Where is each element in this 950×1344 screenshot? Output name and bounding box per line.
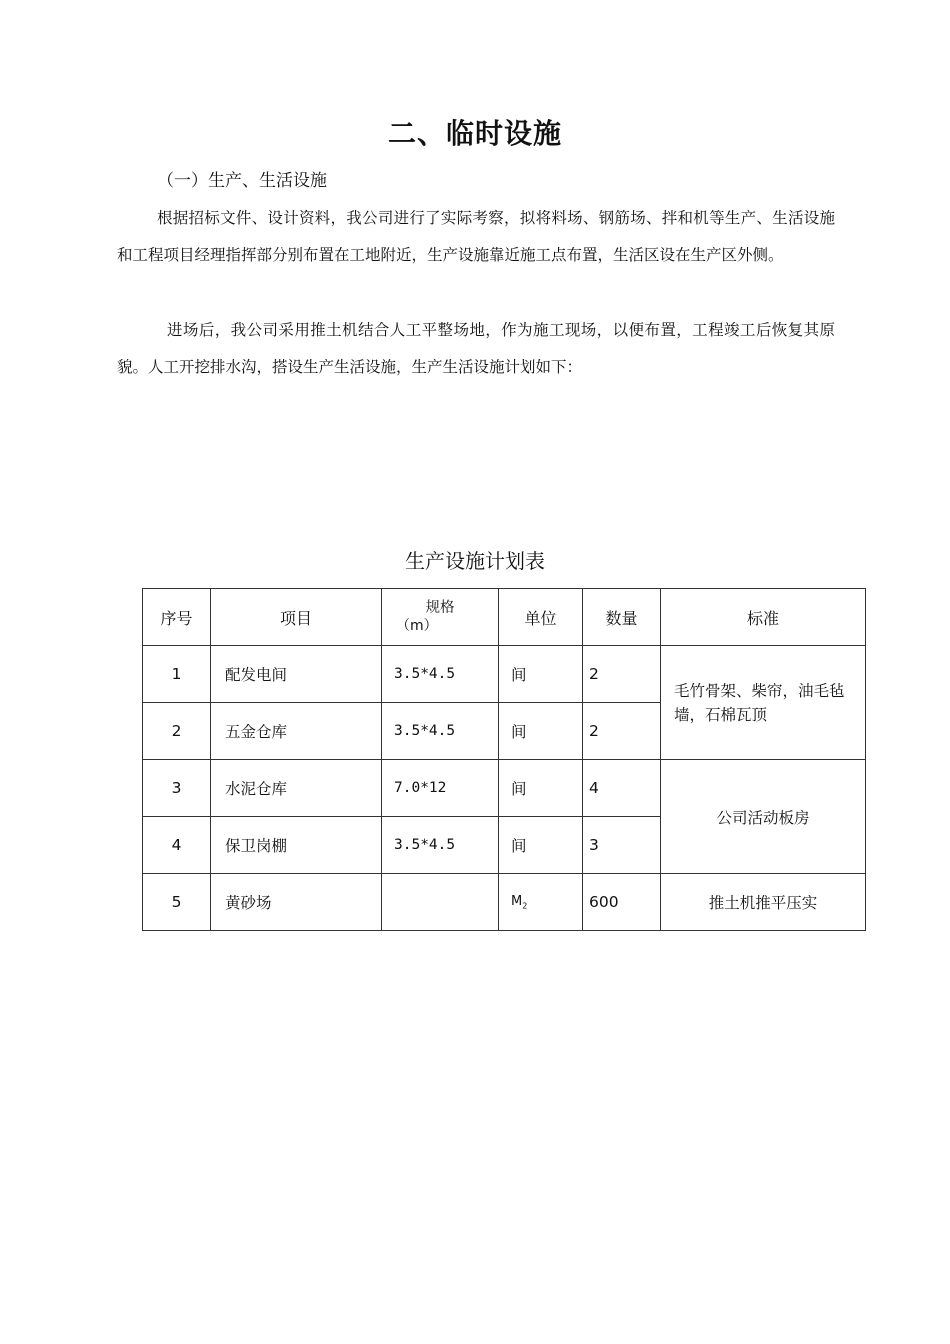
cell-no: 3	[143, 760, 211, 817]
cell-item: 黄砂场	[211, 874, 382, 931]
cell-standard: 推土机推平压实	[661, 874, 866, 931]
header-spec-label: 规格	[425, 600, 455, 616]
cell-spec	[382, 874, 499, 931]
unit-letter: M	[511, 893, 523, 909]
paragraph-2: 进场后，我公司采用推土机结合人工平整场地，作为施工现场，以便布置，工程竣工后恢复其原貌。人工开挖排水沟，搭设生产生活设施，生产生活设施计划如下：	[117, 321, 835, 376]
header-spec-unit: （m）	[396, 618, 438, 634]
cell-spec: 3.5*4.5	[382, 703, 499, 760]
table-row	[143, 760, 866, 817]
header-no: 序号	[143, 589, 211, 646]
facility-plan-table	[142, 588, 866, 931]
cell-qty: 2	[583, 703, 661, 760]
table-title: 生产设施计划表	[405, 549, 545, 573]
header-qty: 数量	[583, 589, 661, 646]
cell-item: 保卫岗棚	[211, 817, 382, 874]
cell-no: 2	[143, 703, 211, 760]
header-spec	[382, 589, 499, 646]
cell-unit: 间	[499, 817, 583, 874]
page-title: 二、临时设施	[387, 117, 562, 150]
paragraph-1: 根据招标文件、设计资料，我公司进行了实际考察，拟将料场、钢筋场、拌和机等生产、生活设施和工程项目经理指挥部分别布置在工地附近，生产设施靠近施工点布置，生活区设在生产区外侧。	[117, 209, 835, 264]
cell-spec: 3.5*4.5	[382, 646, 499, 703]
cell-item: 水泥仓库	[211, 760, 382, 817]
cell-standard: 毛竹骨架、柴帘，油毛毡墙，石棉瓦顶	[661, 646, 866, 760]
table-row	[143, 646, 866, 703]
table-row	[143, 874, 866, 931]
section-heading: （一）生产、生活设施	[157, 171, 327, 191]
cell-spec: 3.5*4.5	[382, 817, 499, 874]
table-header-row	[143, 589, 866, 646]
cell-standard: 公司活动板房	[661, 760, 866, 874]
cell-no: 4	[143, 817, 211, 874]
cell-item: 配发电间	[211, 646, 382, 703]
cell-item: 五金仓库	[211, 703, 382, 760]
cell-unit: 间	[499, 760, 583, 817]
cell-qty: 4	[583, 760, 661, 817]
cell-unit	[499, 874, 583, 931]
cell-spec: 7.0*12	[382, 760, 499, 817]
cell-qty: 600	[583, 874, 661, 931]
cell-unit: 间	[499, 646, 583, 703]
header-unit: 单位	[499, 589, 583, 646]
cell-unit: 间	[499, 703, 583, 760]
header-standard: 标准	[661, 589, 866, 646]
header-item: 项目	[211, 589, 382, 646]
cell-qty: 2	[583, 646, 661, 703]
cell-qty: 3	[583, 817, 661, 874]
cell-no: 1	[143, 646, 211, 703]
cell-no: 5	[143, 874, 211, 931]
unit-subscript: 2	[522, 901, 528, 911]
